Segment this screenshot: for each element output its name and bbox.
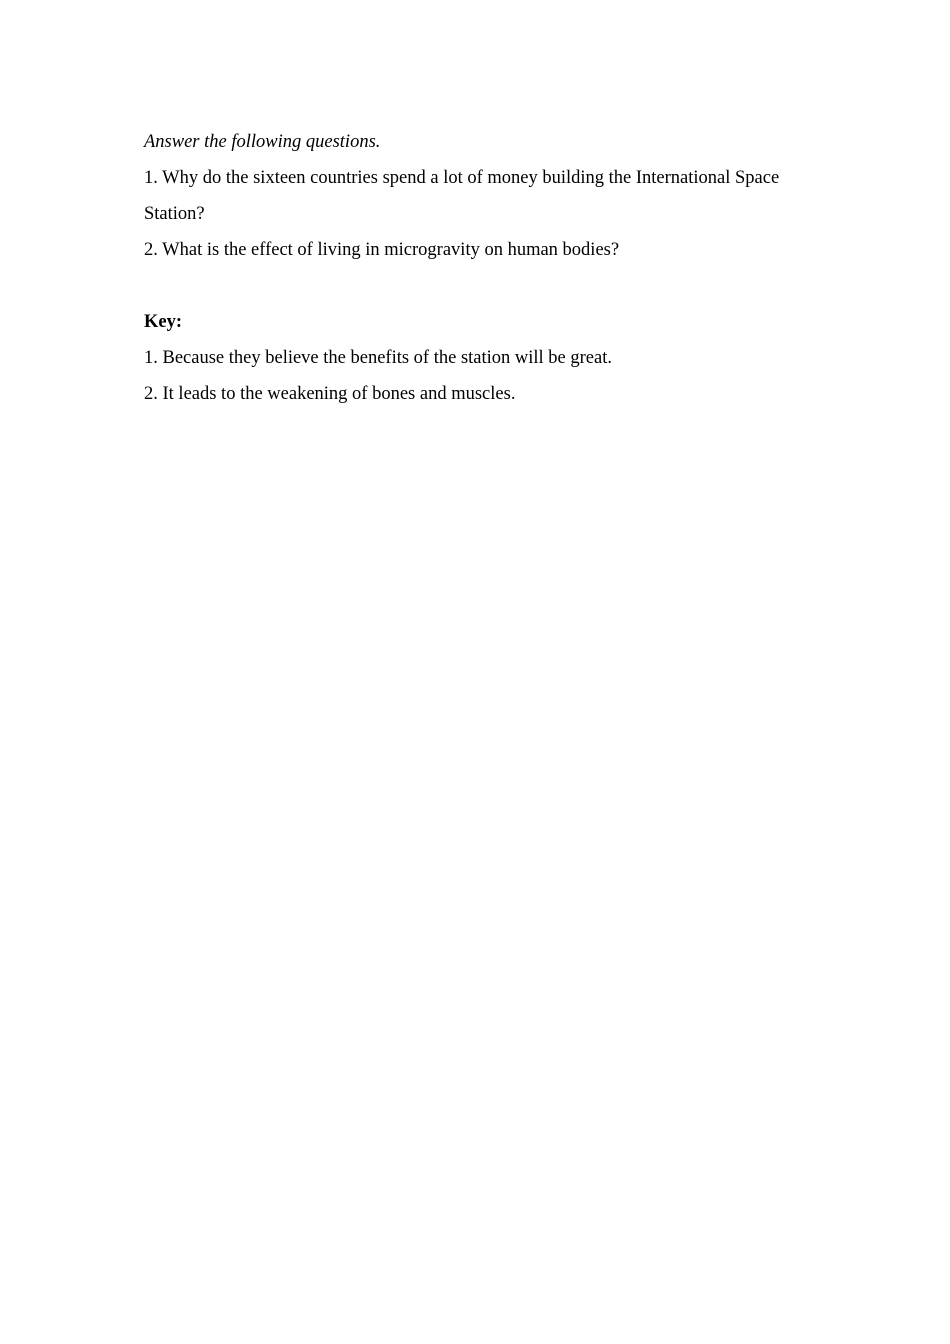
document-body [144, 124, 814, 412]
section-spacer [144, 268, 814, 304]
answer-2: 2. It leads to the weakening of bones and muscles. [144, 384, 516, 404]
key-heading: Key: [144, 312, 183, 332]
questions-instruction: Answer the following questions. [144, 132, 381, 152]
answer-1: 1. Because they believe the benefits of the station will be great. [144, 348, 612, 368]
question-1: 1. Why do the sixteen countries spend a lot of money building the International Space Station? [144, 168, 780, 224]
question-2: 2. What is the effect of living in microgravity on human bodies? [144, 240, 620, 260]
